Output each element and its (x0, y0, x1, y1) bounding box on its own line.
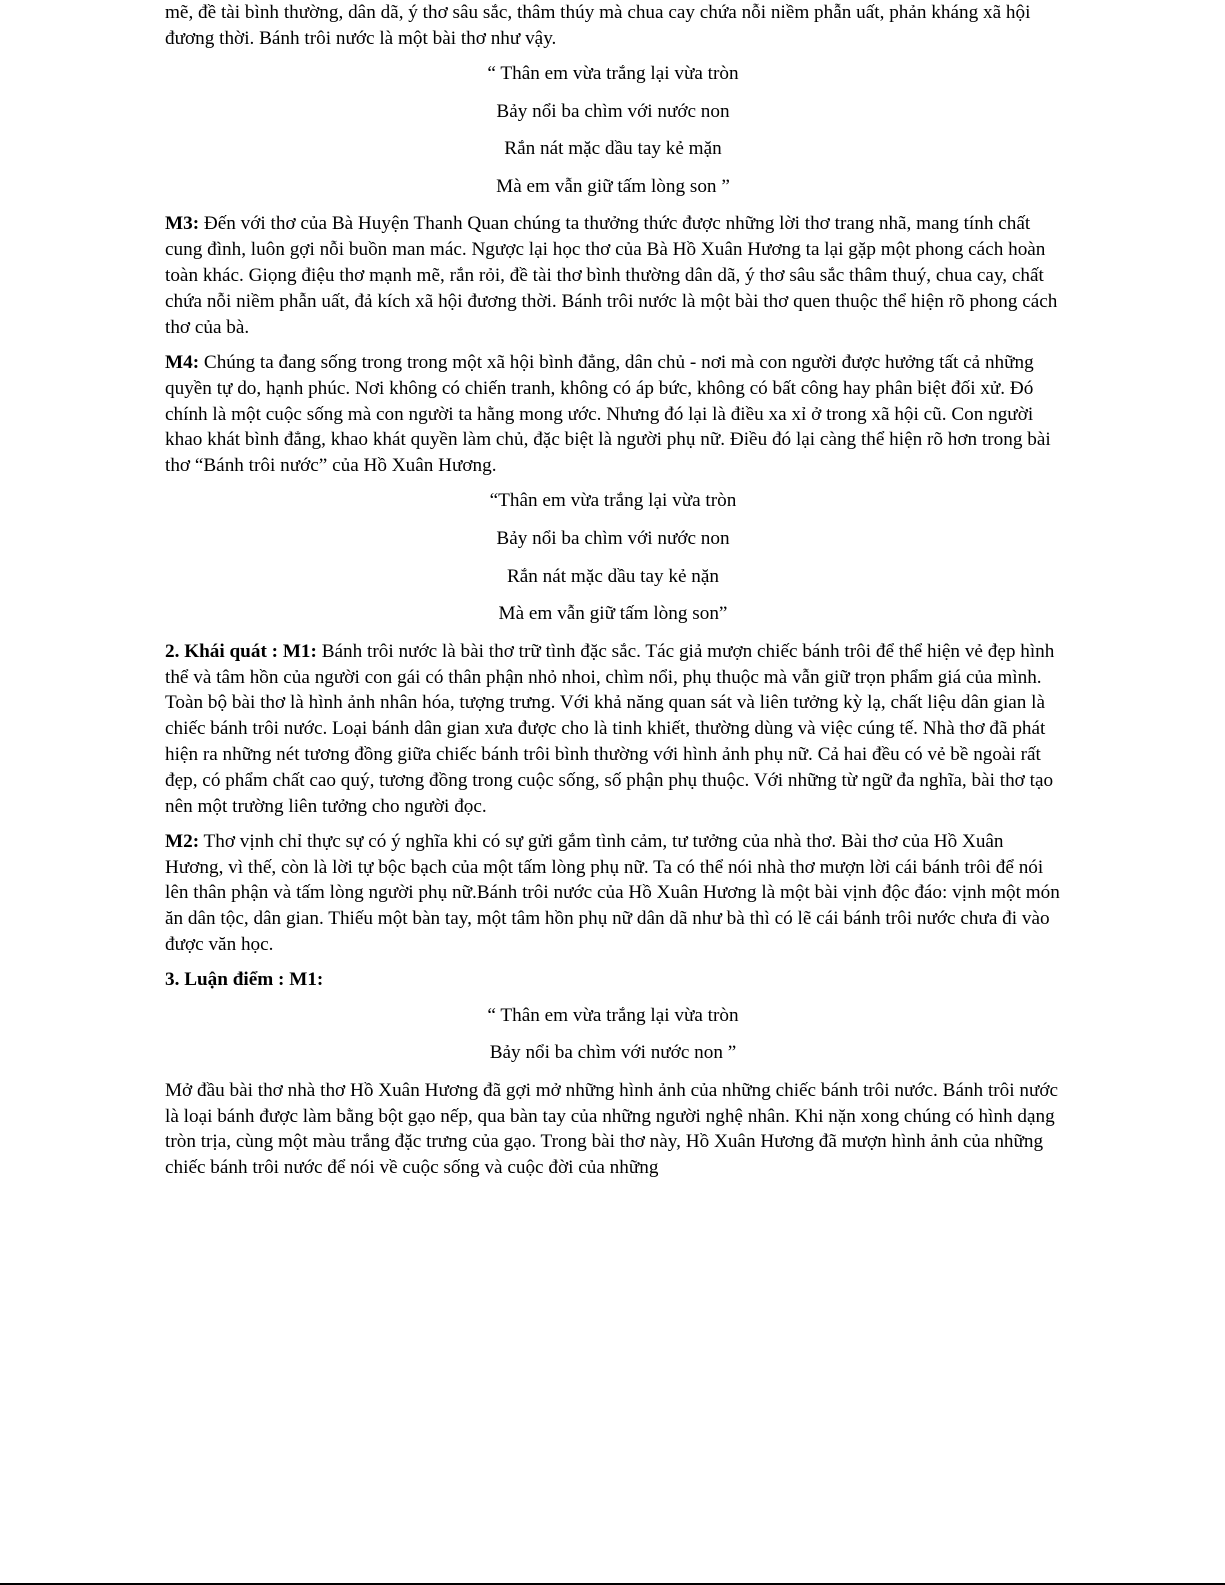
paragraph-label: M3: (165, 213, 200, 235)
poem-line: “ Thân em vừa trắng lại vừa tròn (487, 63, 739, 85)
paragraph-text: mẽ, đề tài bình thường, dân dã, ý thơ sâu sắc, thâm thúy mà chua cay chứa nỗi niềm phẫn uất, phản kháng xã hội đương thời. Bánh trôi nước là một bài thơ như vậy. (165, 2, 1031, 49)
poem-line: “Thân em vừa trắng lại vừa tròn (489, 490, 737, 512)
paragraph-text: Mở đầu bài thơ nhà thơ Hồ Xuân Hương đã gợi mở những hình ảnh của những chiếc bánh trôi nước. Bánh trôi nước là loại bánh được làm bằng bột gạo nếp, qua bàn tay của những người nghệ nhân. Khi nặn xong chúng có hình dạng tròn trịa, cùng một màu trắng đặc trưng của gạo. Trong bài thơ này, Hồ Xuân Hương đã mượn hình ảnh của những chiếc bánh trôi nước để nói về cuộc sống và cuộc đời của những (165, 1079, 1059, 1179)
paragraph-text: Chúng ta đang sống trong trong một xã hội bình đẳng, dân chủ - nơi mà con người được hưởng tất cả những quyền tự do, hạnh phúc. Nơi không có chiến tranh, không có áp bức, không có bất công hay phân biệt đối xử. Đó chính là một cuộc sống mà con người ta hằng mong ước. Nhưng đó lại là điều xa xỉ ở trong xã hội cũ. Con người khao khát bình đẳng, khao khát quyền làm chủ, đặc biệt là người phụ nữ. Điều đó lại càng thể hiện rõ hơn trong bài thơ “Bánh trôi nước” của Hồ Xuân Hương. (165, 351, 1051, 477)
paragraph-intro-continuation (165, 0, 1061, 52)
poem-line: Bảy nổi ba chìm với nước non ” (489, 1042, 737, 1064)
section-heading-luan-diem (165, 967, 1061, 993)
poem-line: Rắn nát mặc dầu tay kẻ mặn (504, 138, 722, 160)
paragraph-m4 (165, 350, 1061, 479)
paragraph-text: Bánh trôi nước là bài thơ trữ tình đặc sắc. Tác giả mượn chiếc bánh trôi để thể hiện vẻ đẹp hình thể và tâm hồn của người con gái có thân phận nhỏ nhoi, chìm nổi, phụ thuộc mà vẫn giữ trọn phẩm giá của mình. Toàn bộ bài thơ là hình ảnh nhân hóa, tượng trưng. Với khả năng quan sát và liên tưởng kỳ lạ, chất liệu dân gian là chiếc bánh trôi nước. Loại bánh dân gian xưa được cho là tinh khiết, thường dùng và việc cúng tế. Nhà thơ đã phát hiện ra những nét tương đồng giữa chiếc bánh trôi bình thường với hình ảnh phụ nữ. Cả hai đều có vẻ bề ngoài rất đẹp, có phẩm chất cao quý, tương đồng trong cuộc sống, số phận phụ thuộc. Với những từ ngữ đa nghĩa, bài thơ tạo nên một trường liên tưởng cho người đọc. (165, 640, 1055, 817)
paragraph-khai-quat-m1 (165, 639, 1061, 820)
document-page (165, 0, 1061, 1191)
poem-line: Rắn nát mặc dầu tay kẻ nặn (506, 565, 720, 587)
paragraph-label: 2. Khái quát : M1: (165, 640, 317, 662)
paragraph-text: Thơ vịnh chỉ thực sự có ý nghĩa khi có sự gửi gắm tình cảm, tư tưởng của nhà thơ. Bài thơ của Hồ Xuân Hương, vì thế, còn là lời tự bộc bạch của một tấm lòng phụ nữ. Ta có thể nói nhà thơ mượn lời cái bánh trôi để nói lên thân phận và tấm lòng người phụ nữ.Bánh trôi nước của Hồ Xuân Hương là một bài vịnh độc đáo: vịnh một món ăn dân tộc, dân gian. Thiếu một bàn tay, một tâm hồn phụ nữ dân dã như bà thì có lẽ cái bánh trôi nước chưa đi vào được văn học. (165, 830, 1060, 956)
poem-line: Mà em vẫn giữ tấm lòng son ” (496, 175, 730, 197)
section-heading-label: 3. Luận điểm : M1: (165, 969, 324, 991)
poem-line: Bảy nổi ba chìm với nước non (496, 100, 730, 122)
paragraph-label: M2: (165, 830, 200, 852)
paragraph-label: M4: (165, 351, 200, 373)
paragraph-luan-diem-body (165, 1078, 1061, 1181)
poem-line: “ Thân em vừa trắng lại vừa tròn (487, 1004, 739, 1026)
poem-line: Bảy nổi ba chìm với nước non (496, 528, 730, 550)
paragraph-khai-quat-m2 (165, 829, 1061, 958)
paragraph-text: Đến với thơ của Bà Huyện Thanh Quan chúng ta thưởng thức được những lời thơ trang nhã, mang tính chất cung đình, luôn gợi nỗi buồn man mác. Ngược lại học thơ của Bà Hồ Xuân Hương ta lại gặp một phong cách hoàn toàn khác. Giọng điệu thơ mạnh mẽ, rắn rỏi, đề tài thơ bình thường dân dã, ý thơ sâu sắc thâm thuý, chua cay, chất chứa nỗi niềm phẫn uất, đả kích xã hội đương thời. Bánh trôi nước là một bài thơ quen thuộc thể hiện rõ phong cách thơ của bà. (165, 213, 1058, 338)
paragraph-m3 (165, 211, 1061, 340)
poem-line: Mà em vẫn giữ tấm lòng son” (498, 603, 728, 625)
